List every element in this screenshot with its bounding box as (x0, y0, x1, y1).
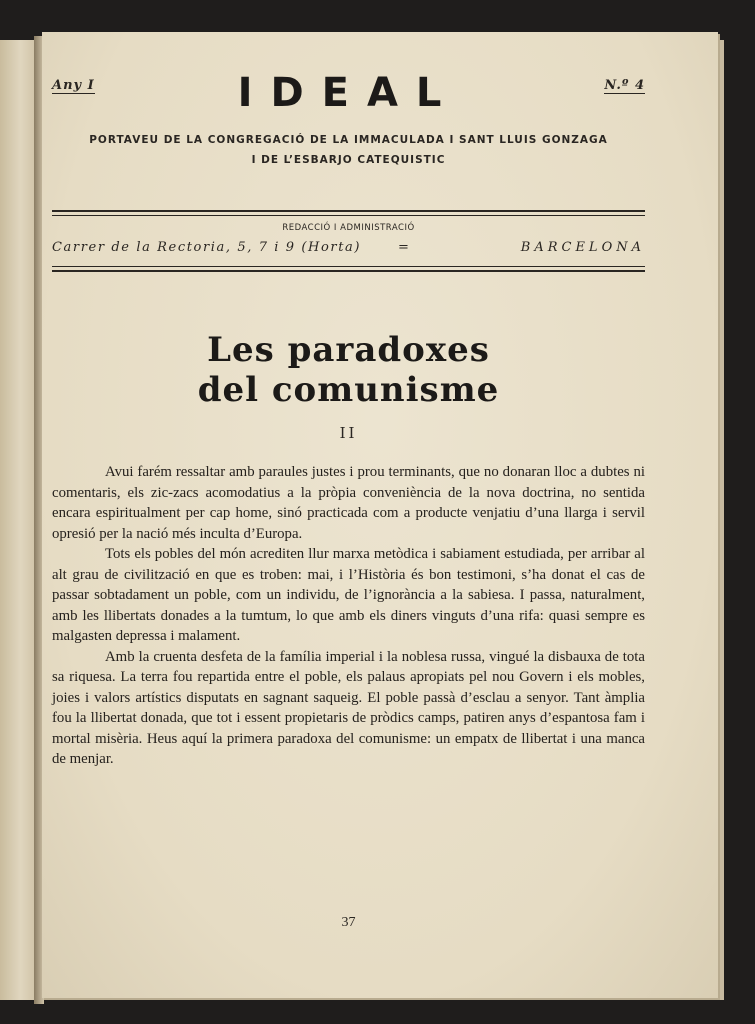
article-body (52, 462, 645, 770)
street-address: Carrer de la Rectoria, 5, 7 i 9 (Horta) (52, 240, 362, 255)
address-line (52, 240, 645, 260)
office-label: REDACCIÓ I ADMINISTRACIÓ (282, 223, 415, 233)
year-label: Any I (52, 78, 95, 93)
masthead (52, 70, 645, 116)
subtitle-line-2: I DE L’ESBARJO CATEQUISTIC (251, 154, 446, 166)
page-number: 37 (341, 915, 356, 930)
article-part-number: II (339, 424, 358, 442)
issue-number: N.º 4 (604, 78, 645, 93)
article-title-line-2: del comunisme (197, 370, 500, 410)
facing-page-edge (0, 40, 36, 1000)
address-separator: = (398, 240, 411, 255)
header-rule-top (52, 210, 645, 212)
header-rule-bottom-thin (52, 266, 645, 267)
magazine-title: IDEAL (237, 70, 460, 116)
subtitle-line-1: PORTAVEU DE LA CONGREGACIÓ DE LA IMMACULADA I SANT LLUIS GONZAGA (89, 134, 608, 146)
article-title-line-1: Les paradoxes (207, 330, 490, 370)
paragraph-2: Tots els pobles del món acrediten llur marxa metòdica i sabiament estudiada, per arribar al alt grau de civilització en que es troben: mai, i l’Història és bon testimoni, s’ha donat el cas de passar sobtadament un poble, com un individu, de l’ignorància a la sabiesa. I passa, naturalment, amb les llibertats donades a la tumtum, lo que amb els diners vinguts d’una rifa: quasi sempre es malgasten depressa i malament. (52, 546, 645, 644)
city-name: BARCELONA (520, 240, 645, 255)
masthead-subtitle (52, 130, 645, 170)
header-rule-top-thin (52, 215, 645, 216)
paragraph-3: Amb la cruenta desfeta de la família imperial i la noblesa russa, vingué la disbauxa de tota sa riquesa. La terra fou repartida entre el poble, els palaus apropiats pel nou Govern i els mobles, joies i valors artístics disputats en sagnant saqueig. El poble passà d’esclau a senyor. Tant àmplia fou la llibertat donada, que tot i essent propietaris de pròdics camps, patiren anys d’espantosa fam i mortal misèria. Heus aquí la primera paradoxa del comunisme: un empatx de llibertat i una manca de menjar. (52, 648, 645, 767)
page-edge (718, 40, 724, 1000)
header-rule-bottom (52, 270, 645, 272)
paragraph-1: Avui farém ressaltar amb paraules justes i prou terminants, que no donaran lloc a dubtes ni comentaris, els zic-zacs acomodatius a la pròpia conveniència de la nova doctrina, no sentida encara espiritualment per cap home, sinó practicada com a producte venjatiu d’una llarga i servil opresió per la nació més inculta d’Europa. (52, 464, 645, 542)
article-title (52, 330, 645, 410)
